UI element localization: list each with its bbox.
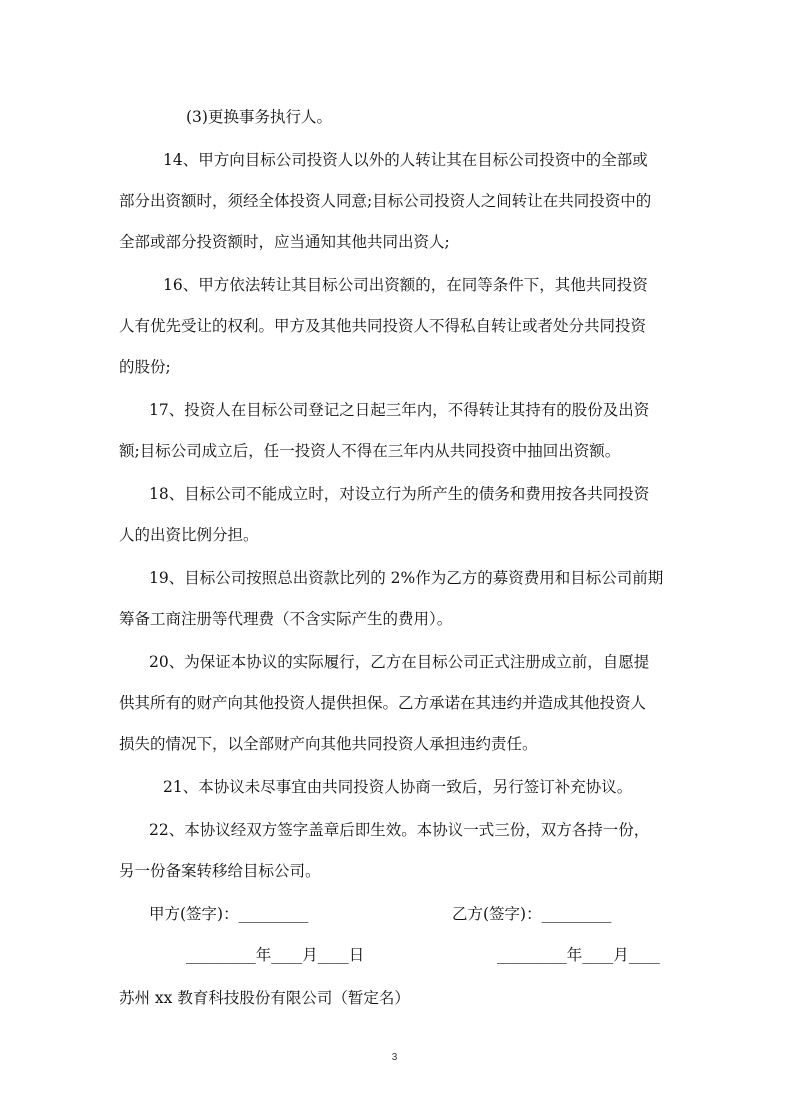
party-a-date: _________年____月____日 (186, 946, 365, 964)
text-line: 额;目标公司成立后，任一投资人不得在三年内从共同投资中抽回出资额。 (119, 442, 621, 460)
text-line: 筹备工商注册等代理费（不含实际产生的费用）。 (119, 610, 453, 628)
text-line: 20、为保证本协议的实际履行，乙方在目标公司正式注册成立前，自愿提 (149, 653, 650, 671)
text-line: 21、本协议未尽事宜由共同投资人协商一致后，另行签订补充协议。 (163, 778, 633, 796)
text-line: 损失的情况下，以全部财产向其他共同投资人承担违约责任。 (119, 735, 538, 753)
text-line: 18、目标公司不能成立时，对设立行为所产生的债务和费用按各共同投资 (149, 485, 650, 503)
party-b-date: _________年____月____ (497, 946, 660, 964)
text-line: 17、投资人在目标公司登记之日起三年内，不得转让其持有的股份及出资 (149, 401, 650, 419)
text-line: 14、甲方向目标公司投资人以外的人转让其在目标公司投资中的全部或 (163, 151, 648, 169)
party-a-signature: 甲方(签字)：_________ (149, 905, 309, 923)
text-line: 另一份备案转移给目标公司。 (119, 862, 321, 880)
text-line: 供其所有的财产向其他投资人提供担保。乙方承诺在其违约并造成其他投资人 (119, 694, 647, 712)
text-line: 全部或部分投资额时，应当通知其他共同出资人; (119, 233, 450, 251)
text-line: 16、甲方依法转让其目标公司出资额的，在同等条件下，其他共同投资 (163, 276, 648, 294)
text-line: (3)更换事务执行人。 (186, 108, 332, 126)
text-line: 人有优先受让的权利。甲方及其他共同投资人不得私自转让或者处分共同投资 (119, 317, 647, 335)
text-line: 19、目标公司按照总出资款比列的 2%作为乙方的募资费用和目标公司前期 (149, 569, 664, 587)
text-line: 人的出资比例分担。 (119, 526, 259, 544)
party-b-signature: 乙方(签字)：_________ (452, 905, 612, 923)
page-number: 3 (391, 1052, 398, 1063)
text-line: 22、本协议经双方签字盖章后即生效。本协议一式三份，双方各持一份， (149, 821, 650, 839)
company-name: 苏州 xx 教育科技股份有限公司（暂定名） (119, 989, 410, 1007)
text-line: 的股份; (119, 358, 171, 376)
text-line: 部分出资额时，须经全体投资人同意;目标公司投资人之间转让在共同投资中的 (119, 192, 652, 210)
